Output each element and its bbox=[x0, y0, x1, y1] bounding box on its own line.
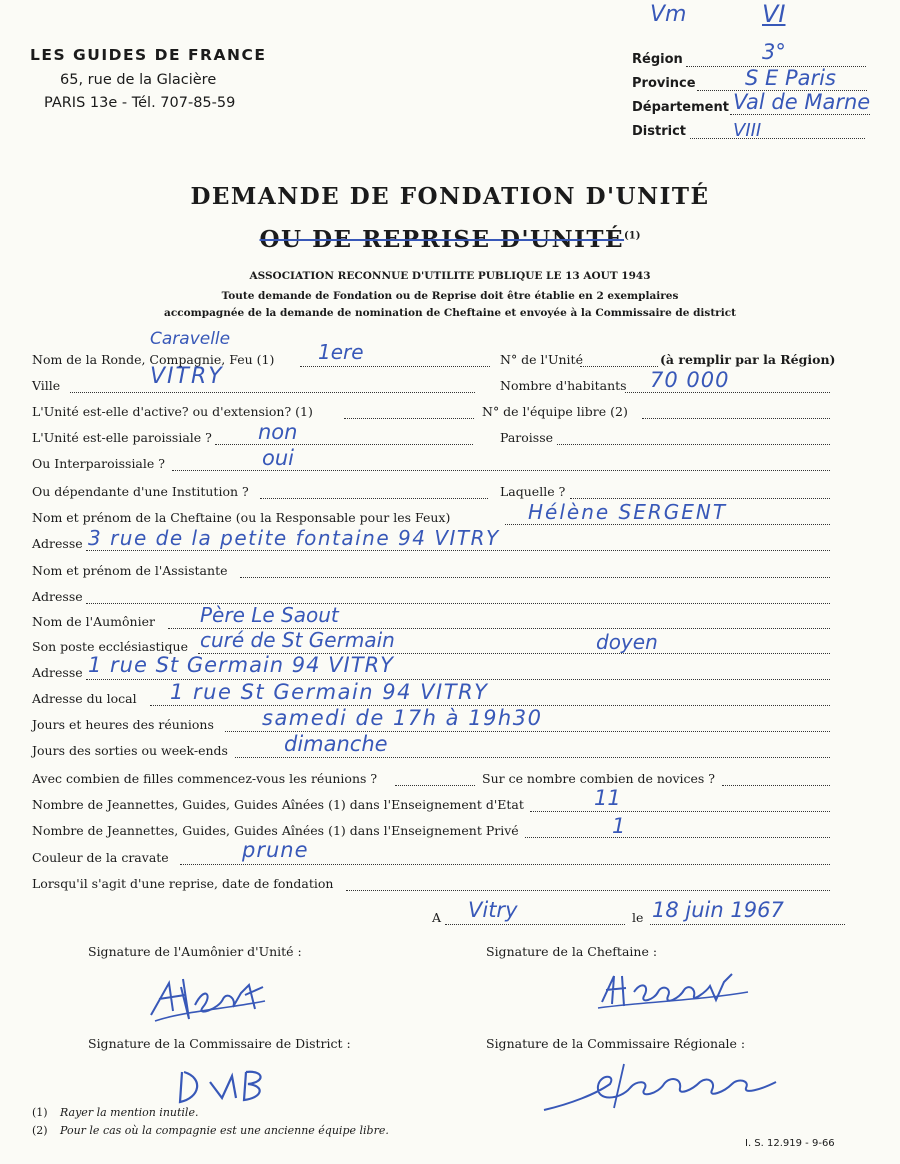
novices-label: Sur ce nombre combien de novices ? bbox=[482, 771, 716, 786]
prive-line bbox=[525, 837, 830, 838]
district-line bbox=[690, 138, 865, 139]
sorties-line bbox=[235, 757, 830, 758]
departement-value: Val de Marne bbox=[733, 90, 871, 114]
cheftaine-signature bbox=[592, 962, 752, 1010]
sig-cheftaine-label: Signature de la Cheftaine : bbox=[486, 944, 658, 959]
instruction-line2: accompagnée de la demande de nomination de Cheftaine et envoyée à la Commissaire de district bbox=[164, 307, 736, 319]
aumonier-signature bbox=[145, 965, 270, 1023]
nom-ronde-value: 1ere bbox=[318, 340, 364, 364]
adresse-assistante-label: Adresse bbox=[32, 589, 83, 604]
nom-ronde-label: Nom de la Ronde, Compagnie, Feu (1) bbox=[32, 352, 275, 367]
org-city-phone: PARIS 13e - Tél. 707-85-59 bbox=[44, 95, 236, 111]
province-value: S E Paris bbox=[745, 66, 836, 90]
place-value: Vitry bbox=[468, 898, 518, 922]
reunions-value: samedi de 17h à 19h30 bbox=[262, 706, 543, 730]
poste-value: curé de St Germain bbox=[200, 628, 395, 652]
poste-value-doyen: doyen bbox=[596, 630, 658, 654]
interparoissiale-value: oui bbox=[262, 446, 294, 470]
habitants-line bbox=[625, 392, 830, 393]
sig-commissaire-regionale-label: Signature de la Commissaire Régionale : bbox=[486, 1036, 746, 1051]
commissaire-district-signature bbox=[170, 1058, 295, 1106]
paroissiale-value: non bbox=[258, 420, 298, 444]
sorties-label: Jours des sorties ou week-ends bbox=[32, 743, 228, 758]
form-title-line2-note: (1) bbox=[624, 230, 641, 242]
novices-line bbox=[722, 785, 830, 786]
footnote-2: Pour le cas où la compagnie est une ancienne équipe libre. bbox=[60, 1124, 389, 1137]
habitants-value: 70 000 bbox=[650, 368, 730, 392]
departement-line bbox=[730, 114, 870, 115]
commissaire-regionale-signature bbox=[540, 1058, 790, 1118]
footnote-2-mark: (2) bbox=[32, 1124, 48, 1137]
sorties-value: dimanche bbox=[284, 732, 388, 756]
province-label: Province bbox=[632, 76, 696, 91]
assistante-label: Nom et prénom de l'Assistante bbox=[32, 563, 228, 578]
cravate-line bbox=[180, 864, 830, 865]
cravate-value: prune bbox=[242, 838, 309, 862]
laquelle-line bbox=[570, 498, 830, 499]
laquelle-label: Laquelle ? bbox=[500, 484, 566, 499]
cheftaine-label: Nom et prénom de la Cheftaine (ou la Responsable pour les Feux) bbox=[32, 510, 451, 525]
adresse-cheftaine-line bbox=[86, 550, 830, 551]
etat-line bbox=[530, 811, 830, 812]
date-line bbox=[650, 924, 845, 925]
aumonier-value: Père Le Saout bbox=[200, 603, 339, 627]
assistante-line bbox=[240, 577, 830, 578]
adresse-assistante-line bbox=[86, 603, 830, 604]
adresse-cheftaine-label: Adresse bbox=[32, 536, 83, 551]
org-address: 65, rue de la Glacière bbox=[60, 72, 217, 88]
cravate-label: Couleur de la cravate bbox=[32, 850, 169, 865]
paroisse-label: Paroisse bbox=[500, 430, 554, 445]
reunions-label: Jours et heures des réunions bbox=[32, 717, 214, 732]
aumonier-label: Nom de l'Aumônier bbox=[32, 614, 155, 629]
association-note: ASSOCIATION RECONNUE D'UTILITE PUBLIQUE LE 13 AOUT 1943 bbox=[249, 270, 651, 282]
org-name: LES GUIDES DE FRANCE bbox=[30, 46, 267, 64]
region-label: Région bbox=[632, 52, 683, 67]
corner-mark-left: Vm bbox=[650, 2, 687, 27]
departement-label: Département bbox=[632, 100, 729, 115]
place-line bbox=[445, 924, 625, 925]
form-title-line2-text: OU DE REPRISE D'UNITÉ bbox=[259, 226, 625, 253]
sig-commissaire-district-label: Signature de la Commissaire de District : bbox=[88, 1036, 351, 1051]
district-value: VIII bbox=[733, 120, 762, 141]
place-a-label: A bbox=[432, 910, 442, 925]
cheftaine-value: Hélène SERGENT bbox=[528, 500, 728, 524]
footnote-1-mark: (1) bbox=[32, 1106, 48, 1119]
form-title-line2 bbox=[0, 226, 900, 253]
filles-line bbox=[395, 785, 475, 786]
nom-ronde-insert: Caravelle bbox=[150, 329, 231, 349]
equipe-line bbox=[642, 418, 830, 419]
footnote-1: Rayer la mention inutile. bbox=[60, 1106, 199, 1119]
institution-line bbox=[260, 498, 488, 499]
local-label: Adresse du local bbox=[32, 691, 137, 706]
interparoissiale-label: Ou Interparoissiale ? bbox=[32, 456, 165, 471]
form-title-line1: DEMANDE DE FONDATION D'UNITÉ bbox=[190, 183, 710, 210]
form-reference: I. S. 12.919 - 9-66 bbox=[745, 1138, 835, 1149]
cheftaine-line bbox=[505, 524, 830, 525]
no-unite-line bbox=[580, 366, 658, 367]
reprise-label: Lorsqu'il s'agit d'une reprise, date de fondation bbox=[32, 876, 334, 891]
adresse-aumonier-label: Adresse bbox=[32, 665, 83, 680]
adresse-cheftaine-value: 3 rue de la petite fontaine 94 VITRY bbox=[88, 526, 500, 550]
paroissiale-line bbox=[215, 444, 473, 445]
ville-label: Ville bbox=[32, 378, 61, 393]
active-line bbox=[344, 418, 474, 419]
habitants-label: Nombre d'habitants bbox=[500, 378, 627, 393]
date-le-label: le bbox=[632, 910, 644, 925]
poste-label: Son poste ecclésiastique bbox=[32, 639, 188, 654]
prive-value: 1 bbox=[612, 814, 626, 838]
ville-line bbox=[70, 392, 475, 393]
no-unite-label: N° de l'Unité bbox=[500, 352, 583, 367]
adresse-aumonier-value: 1 rue St Germain 94 VITRY bbox=[88, 653, 394, 677]
instruction-line1: Toute demande de Fondation ou de Reprise doit être établie en 2 exemplaires bbox=[221, 290, 679, 302]
date-value: 18 juin 1967 bbox=[652, 898, 784, 922]
district-label: District bbox=[632, 124, 686, 139]
paroisse-line bbox=[557, 444, 830, 445]
corner-mark-right: VI bbox=[762, 0, 786, 28]
etat-value: 11 bbox=[594, 786, 621, 810]
region-value: 3° bbox=[762, 40, 786, 64]
ville-value: VITRY bbox=[150, 364, 224, 389]
etat-label: Nombre de Jeannettes, Guides, Guides Aînées (1) dans l'Enseignement d'Etat bbox=[32, 797, 524, 812]
reprise-line bbox=[346, 890, 830, 891]
interparoissiale-line bbox=[172, 470, 830, 471]
equipe-label: N° de l'équipe libre (2) bbox=[482, 404, 628, 419]
active-label: L'Unité est-elle d'active? ou d'extension? (1) bbox=[32, 404, 313, 419]
local-value: 1 rue St Germain 94 VITRY bbox=[170, 680, 489, 704]
sig-aumonier-label: Signature de l'Aumônier d'Unité : bbox=[88, 944, 302, 959]
filles-label: Avec combien de filles commencez-vous les réunions ? bbox=[32, 771, 378, 786]
prive-label: Nombre de Jeannettes, Guides, Guides Aînées (1) dans l'Enseignement Privé bbox=[32, 823, 519, 838]
nom-ronde-line bbox=[300, 366, 490, 367]
no-unite-note: (à remplir par la Région) bbox=[660, 352, 836, 367]
institution-label: Ou dépendante d'une Institution ? bbox=[32, 484, 249, 499]
paroissiale-label: L'Unité est-elle paroissiale ? bbox=[32, 430, 212, 445]
